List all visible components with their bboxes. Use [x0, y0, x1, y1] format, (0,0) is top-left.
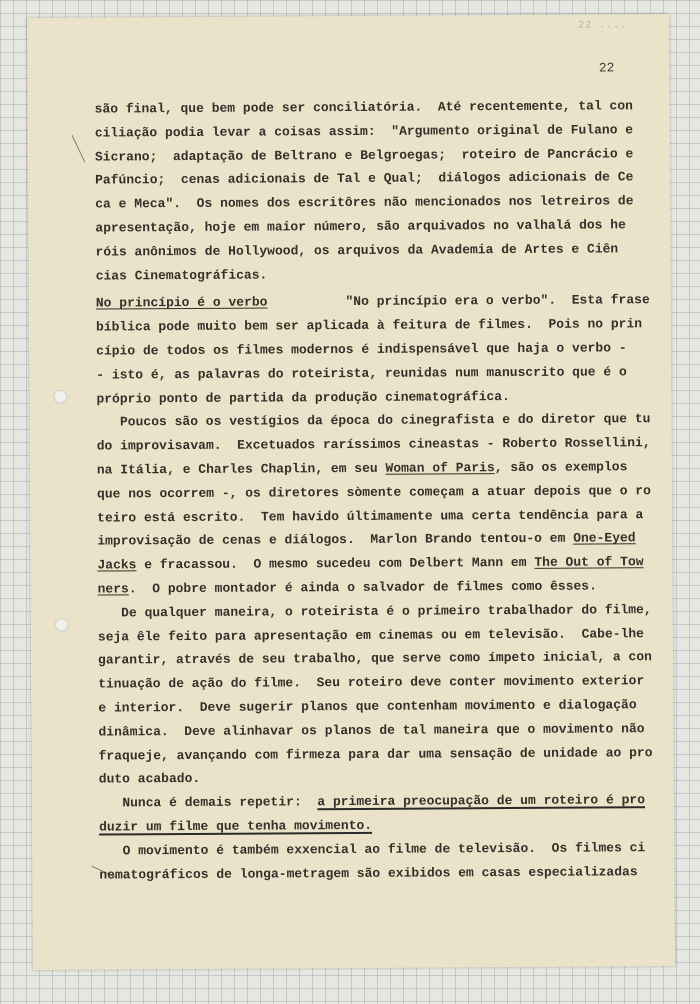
hand-underlined-text: duzir um filme que tenha movimento.	[98, 817, 373, 835]
text-line	[97, 503, 645, 530]
text-segment: seja êle feito para apresentação em cinemas ou em televisão. Cabe-lhe	[97, 625, 645, 645]
text-segment: improvisação de cenas e diálogos. Marlon Brando tentou-o em	[97, 530, 574, 549]
underlined-title: No princípio é o verbo	[95, 294, 268, 311]
text-segment: apresentação, hoje em maior número, são arquivados no valhalá dos he	[95, 217, 626, 236]
text-segment: De qualquer maneira, o roteirista é o primeiro trabalhador do filme,	[97, 601, 652, 621]
text-segment: e fracassou. O mesmo sucedeu com Delbert Mann em	[136, 555, 535, 573]
underlined-title: Woman of Paris	[385, 460, 495, 476]
hand-underlined-text: a primeira preocupação de um roteiro é pro	[317, 792, 646, 810]
text-segment: nematográficos de longa-metragem são exibidos em casas especializadas	[99, 863, 638, 883]
text-segment: cias Cinematográficas.	[95, 267, 268, 284]
text-line	[98, 693, 646, 720]
text-segment: dinâmica. Deve alinhavar os planos de tal maneira que o movimento não	[98, 720, 645, 740]
text-segment: tinuação de ação do filme. Seu roteiro deve conter movimento exterior	[98, 673, 645, 692]
text-segment: Poucos são os vestígios da época do cinegrafista e do diretor que tu	[96, 411, 651, 430]
text-line	[95, 118, 643, 145]
text-line	[95, 166, 643, 193]
text-line	[96, 360, 644, 387]
underlined-title: Jacks	[97, 557, 137, 573]
text-segment: - isto é, as palavras do roteirista, reunidas num manuscrito que é o	[96, 364, 627, 383]
typed-text-body	[94, 94, 653, 887]
text-line	[99, 860, 647, 887]
text-line	[95, 237, 643, 264]
text-segment: ciliação podia levar a coisas assim: "Argumento original de Fulano e	[94, 122, 634, 141]
text-line	[99, 788, 647, 815]
text-segment: . O pobre montador é ainda o salvador de filmes como êsses.	[128, 578, 597, 597]
text-segment: na Itália, e Charles Chaplin, em seu	[96, 460, 386, 478]
text-line	[99, 836, 647, 863]
text-line	[96, 479, 651, 506]
text-line	[95, 94, 643, 121]
text-segment: bíblica pode muito bem ser aplicada à feitura de filmes. Pois no prin	[95, 316, 643, 335]
text-segment: garantir, através de seu trabalho, que serve como ímpeto inicial, a con	[97, 649, 652, 668]
text-segment: Sicrano; adaptação de Beltrano e Belgroegas; roteiro de Pancrácio e	[94, 145, 634, 165]
text-segment: que nos ocorrem -, os diretores sòmente começam a atuar depois que o ro	[96, 482, 651, 502]
text-line	[97, 455, 645, 482]
text-line	[98, 741, 653, 768]
text-segment: Pafúncio; cenas adicionais de Tal e Qual; diálogos adicionais de Ce	[95, 169, 634, 188]
text-line	[95, 213, 643, 240]
text-line	[96, 408, 651, 435]
text-segment: ca e Meca". Os nomes dos escritôres não mencionados nos letreiros de	[95, 193, 634, 212]
text-segment: duto acabado.	[98, 771, 201, 787]
text-line	[96, 261, 644, 288]
text-line	[98, 622, 646, 649]
text-line	[98, 574, 646, 601]
text-line	[97, 598, 652, 625]
text-segment: , são os exemplos	[494, 459, 628, 476]
text-line	[95, 289, 650, 316]
punch-hole	[53, 390, 67, 404]
text-line	[96, 336, 644, 363]
text-segment: próprio ponto de partida da produção cinematográfica.	[96, 388, 510, 407]
text-line	[95, 142, 643, 169]
text-segment: fraqueje, avançando com firmeza para dar uma sensação de unidade ao pro	[98, 744, 653, 764]
page-number: 22	[598, 60, 615, 76]
underlined-title: One-Eyed	[573, 530, 636, 546]
text-line	[96, 312, 644, 339]
text-segment: róis anônimos de Hollywood, os arquivos da Avademia de Artes e Ciên	[95, 241, 619, 260]
punch-hole	[55, 618, 69, 632]
text-line	[98, 717, 646, 744]
text-segment: são final, que bem pode ser conciliatória. Até recentemente, tal con	[94, 98, 633, 117]
text-segment: e interior. Deve sugerir planos que contenham movimento e dialogação	[98, 697, 637, 716]
text-line	[97, 550, 645, 577]
text-line	[96, 384, 644, 411]
text-segment: cípio de todos os filmes modernos é indispensável que haja o verbo -	[96, 340, 627, 359]
pen-mark	[72, 135, 86, 163]
document-page	[27, 14, 675, 970]
text-segment: teiro está escrito. Tem havido últimamente uma certa tendência para a	[97, 506, 644, 526]
text-segment: O movimento é também exxencial ao filme de televisão. Os filmes ci	[99, 839, 646, 859]
text-line	[98, 669, 646, 696]
text-line	[97, 646, 652, 673]
text-line	[99, 812, 647, 839]
text-segment: "No princípio era o verbo". Esta frase	[267, 292, 650, 310]
text-line	[99, 765, 647, 792]
text-segment: do improvisavam. Excetuados raríssimos cineastas - Roberto Rossellini,	[96, 435, 651, 454]
faint-stamp: 22 ....	[578, 20, 628, 32]
text-line	[96, 431, 651, 458]
underlined-title: ners	[97, 581, 129, 597]
text-line	[95, 189, 643, 216]
text-line	[97, 527, 645, 554]
text-segment: Nunca é demais repetir:	[98, 794, 318, 811]
underlined-title: The Out of Tow	[534, 554, 644, 571]
